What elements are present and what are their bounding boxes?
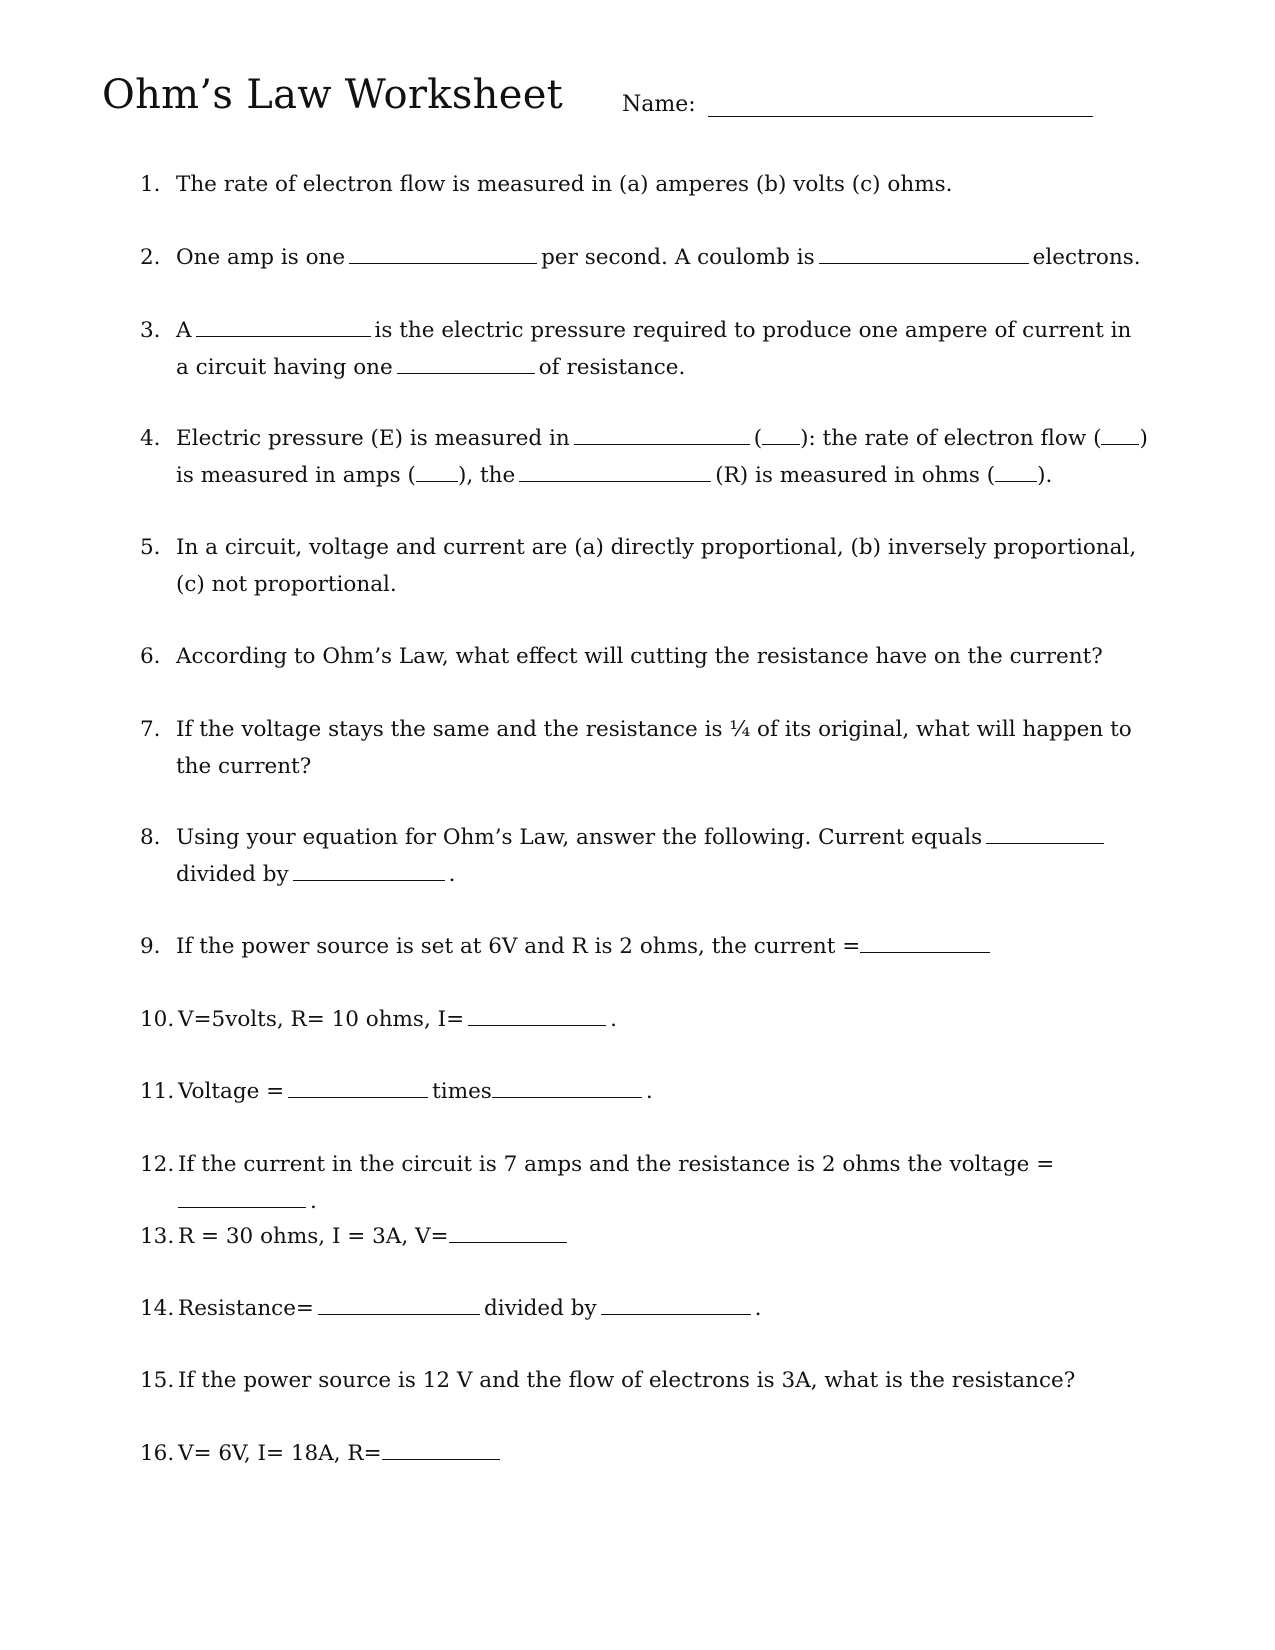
answer-blank[interactable] xyxy=(1101,422,1139,445)
question-text: Using your equation for Ohm’s Law, answer the following. Current equalsdivided by . xyxy=(176,819,1150,893)
question-10 xyxy=(140,1001,1150,1038)
question-text: According to Ohm’s Law, what effect will cutting the resistance have on the current? xyxy=(176,644,1103,669)
question-text: If the power source is 12 V and the flow of electrons is 3A, what is the resistance? xyxy=(178,1368,1076,1393)
question-7 xyxy=(140,711,1150,785)
question-11 xyxy=(140,1073,1150,1110)
question-number: 5. xyxy=(140,535,161,560)
answer-blank[interactable] xyxy=(178,1185,306,1208)
answer-blank[interactable] xyxy=(349,241,537,264)
question-number: 8. xyxy=(140,825,161,850)
question-number: 4. xyxy=(140,426,161,451)
question-5 xyxy=(140,529,1150,603)
question-number: 13. xyxy=(140,1224,175,1249)
answer-blank[interactable] xyxy=(293,858,445,881)
question-text: One amp is one per second. A coulomb is electrons. xyxy=(176,239,1150,276)
question-6 xyxy=(140,638,1150,675)
question-text: If the power source is set at 6V and R is 2 ohms, the current = xyxy=(176,928,1150,965)
answer-blank[interactable] xyxy=(416,459,458,482)
question-number: 15. xyxy=(140,1368,175,1393)
question-13 xyxy=(140,1218,1150,1255)
question-number: 12. xyxy=(140,1152,175,1177)
answer-blank[interactable] xyxy=(318,1292,480,1315)
question-text: In a circuit, voltage and current are (a) directly proportional, (b) inversely proportional, (c) not proportional. xyxy=(176,535,1137,597)
answer-blank[interactable] xyxy=(574,422,750,445)
question-text: If the voltage stays the same and the resistance is ¼ of its original, what will happen to the current? xyxy=(176,717,1132,779)
answer-blank[interactable] xyxy=(382,1437,500,1460)
question-1 xyxy=(140,166,1150,203)
answer-blank[interactable] xyxy=(449,1220,567,1243)
question-number: 1. xyxy=(140,172,161,197)
answer-blank[interactable] xyxy=(819,241,1029,264)
question-number: 10. xyxy=(140,1007,175,1032)
question-8 xyxy=(140,819,1150,893)
question-number: 11. xyxy=(140,1079,175,1104)
question-text: Electric pressure (E) is measured in ( ): the rate of electron flow ( ) is measured in amps ( ), the (R) is measured in ohms ( ). xyxy=(176,420,1150,494)
question-text: A is the electric pressure required to produce one ampere of current in a circuit having one of resistance. xyxy=(176,312,1150,386)
question-9 xyxy=(140,928,1150,965)
question-number: 6. xyxy=(140,644,161,669)
answer-blank[interactable] xyxy=(601,1292,751,1315)
answer-blank[interactable] xyxy=(860,930,990,953)
question-number: 16. xyxy=(140,1441,175,1466)
question-text: R = 30 ohms, I = 3A, V= xyxy=(178,1218,1150,1255)
answer-blank[interactable] xyxy=(288,1075,428,1098)
question-number: 2. xyxy=(140,245,161,270)
answer-blank[interactable] xyxy=(995,459,1037,482)
question-text: Resistance= divided by . xyxy=(178,1290,1150,1327)
worksheet-title: Ohm’s Law Worksheet xyxy=(102,72,564,118)
question-16 xyxy=(140,1435,1150,1472)
name-blank[interactable] xyxy=(708,92,1093,117)
name-field-group xyxy=(622,92,1093,117)
question-2 xyxy=(140,239,1150,276)
question-number: 9. xyxy=(140,934,161,959)
question-text: V= 6V, I= 18A, R= xyxy=(178,1435,1150,1472)
question-4 xyxy=(140,420,1150,494)
question-number: 14. xyxy=(140,1296,175,1321)
name-label: Name: xyxy=(622,92,696,117)
question-14 xyxy=(140,1290,1150,1327)
answer-blank[interactable] xyxy=(468,1003,606,1026)
question-text: The rate of electron flow is measured in (a) amperes (b) volts (c) ohms. xyxy=(176,172,953,197)
question-15 xyxy=(140,1362,1150,1399)
answer-blank[interactable] xyxy=(492,1075,642,1098)
question-number: 7. xyxy=(140,717,161,742)
answer-blank[interactable] xyxy=(196,314,371,337)
question-text: If the current in the circuit is 7 amps and the resistance is 2 ohms the voltage =. xyxy=(178,1152,1055,1214)
answer-blank[interactable] xyxy=(986,821,1104,844)
question-12 xyxy=(140,1146,1150,1220)
question-3 xyxy=(140,312,1150,386)
answer-blank[interactable] xyxy=(397,351,535,374)
answer-blank[interactable] xyxy=(762,422,800,445)
question-text: Voltage = times . xyxy=(178,1073,1150,1110)
question-number: 3. xyxy=(140,318,161,343)
answer-blank[interactable] xyxy=(519,459,711,482)
question-text: V=5volts, R= 10 ohms, I= . xyxy=(178,1001,1150,1038)
